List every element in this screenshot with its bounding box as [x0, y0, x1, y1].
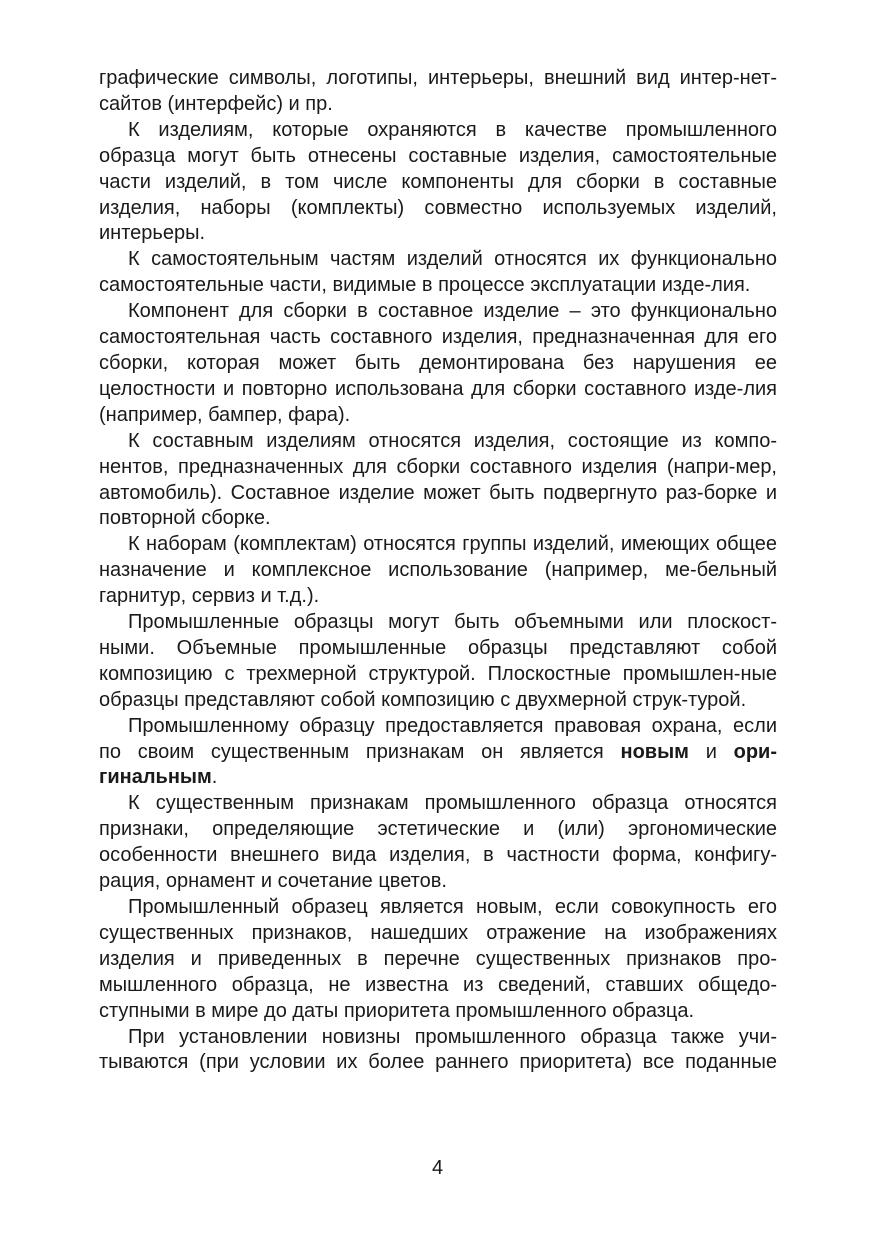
- paragraph: графические символы, логотипы, интерьеры, внешний вид интер-нет-сайтов (интерфейс) и пр.: [99, 67, 777, 115]
- paragraph: Компонент для сборки в составное изделие – это функционально самостоятельная часть составного изделия, предназначенная для его сборки, которая может быть демонтирована без нарушения ее целостности и повторно использована для сборки составного изде-лия (например, бампер, фара).: [99, 300, 777, 426]
- paragraph: К составным изделиям относятся изделия, состоящие из компо-нентов, предназначенных для сборки составного изделия (напри-мер, автомобиль). Составное изделие может быть подвергнуто раз-борке и повторной сборке.: [99, 429, 777, 530]
- paragraph-text-start: Промышленному образцу предоставляется правовая охрана, если по своим существенным признакам он является: [99, 714, 777, 763]
- paragraph: Промышленные образцы могут быть объемными или плоскост-ными. Объемные промышленные образцы представляют собой композицию с трехмерной структурой. Плоскостные промышлен-ные образцы представляют собой композицию с двухмерной струк-турой.: [99, 611, 777, 711]
- paragraph: При установлении новизны промышленного образца также учи-тываются (при условии их более раннего приоритета) все поданные: [99, 1025, 777, 1074]
- paragraph: К существенным признакам промышленного образца относятся признаки, определяющие эстетические и (или) эргономические особенности внешнего вида изделия, в частности форма, конфигу-рация, орнамент и сочетание цветов.: [99, 792, 777, 893]
- page-number: 4: [431, 1157, 444, 1179]
- paragraph-text-end: .: [211, 766, 218, 789]
- document-body: [99, 66, 777, 1076]
- paragraph-text-middle: и: [688, 740, 734, 763]
- paragraph: Промышленный образец является новым, если совокупность его существенных признаков, нашедших отражение на изображениях изделия и приведенных в перечне существенных признаков про-мышленного образца, не известна из сведений, ставших общедо-ступными в мире до даты приоритета промышленного образца.: [99, 896, 777, 1022]
- emphasis-original: ори-гинальным: [99, 740, 777, 789]
- paragraph: К самостоятельным частям изделий относятся их функционально самостоятельные части, видимые в процессе эксплуатации изде-лия.: [99, 248, 777, 297]
- emphasis-new: новым: [620, 740, 689, 763]
- paragraph-with-emphasis: [99, 714, 777, 792]
- paragraph: К изделиям, которые охраняются в качестве промышленного образца могут быть отнесены составные изделия, самостоятельные части изделий, в том числе компоненты для сборки в составные изделия, наборы (комплекты) совместно используемых изделий, интерьеры.: [99, 118, 777, 245]
- paragraph: К наборам (комплектам) относятся группы изделий, имеющих общее назначение и комплексное использование (например, ме-бельный гарнитур, сервиз и т.д.).: [99, 533, 777, 608]
